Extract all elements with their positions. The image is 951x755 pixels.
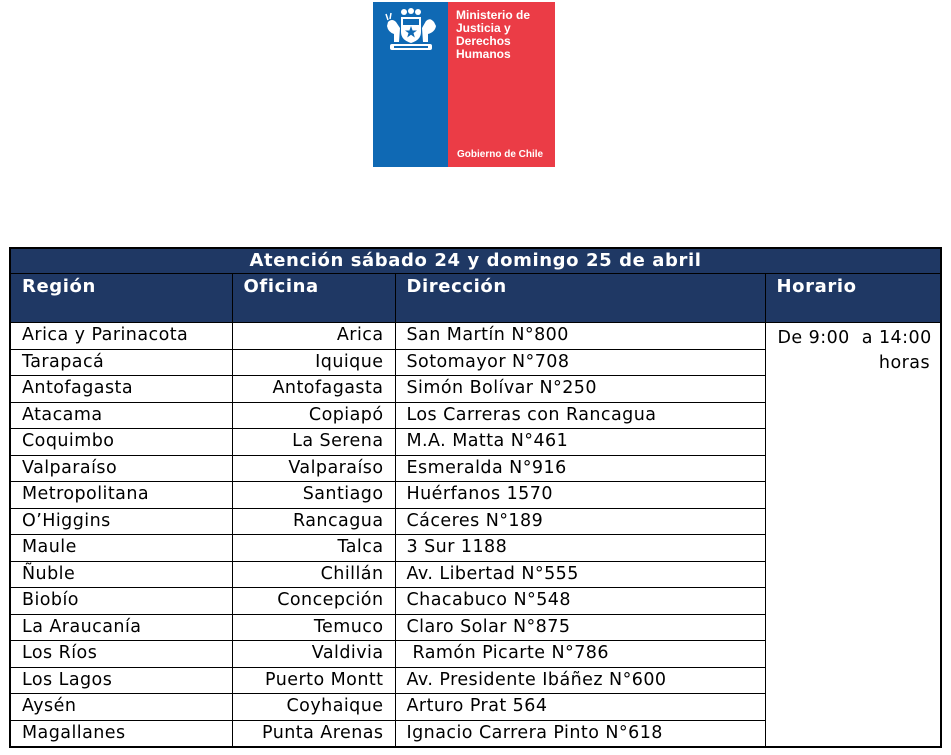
table-title: Atención sábado 24 y domingo 25 de abril	[10, 248, 941, 274]
cell-office: La Serena	[232, 429, 395, 456]
cell-region: Los Lagos	[10, 667, 232, 694]
cell-address: Cáceres N°189	[395, 508, 765, 535]
cell-region: Coquimbo	[10, 429, 232, 456]
cell-office: Valparaíso	[232, 455, 395, 482]
header-hours: Horario	[765, 274, 941, 323]
cell-address: Av. Presidente Ibáñez N°600	[395, 667, 765, 694]
cell-office: Santiago	[232, 482, 395, 509]
cell-region: Valparaíso	[10, 455, 232, 482]
header-region: Región	[10, 274, 232, 323]
ministry-logo	[373, 2, 555, 167]
header-office: Oficina	[232, 274, 395, 323]
cell-address: Huérfanos 1570	[395, 482, 765, 509]
cell-address: San Martín N°800	[395, 323, 765, 350]
ministry-name: Ministerio de Justicia y Derechos Humanos	[456, 8, 531, 61]
cell-address: M.A. Matta N°461	[395, 429, 765, 456]
cell-region: La Araucanía	[10, 614, 232, 641]
cell-office: Antofagasta	[232, 376, 395, 403]
table-body	[10, 323, 941, 748]
cell-address: Arturo Prat 564	[395, 694, 765, 721]
cell-region: Magallanes	[10, 720, 232, 747]
cell-address: Av. Libertad N°555	[395, 561, 765, 588]
cell-address: Ramón Picarte N°786	[395, 641, 765, 668]
cell-office: Concepción	[232, 588, 395, 615]
header-address: Dirección	[395, 274, 765, 323]
cell-office: Iquique	[232, 349, 395, 376]
cell-region: Maule	[10, 535, 232, 562]
cell-office: Arica	[232, 323, 395, 350]
government-label: Gobierno de Chile	[457, 149, 544, 160]
logo-red-panel	[448, 2, 555, 167]
cell-address: Claro Solar N°875	[395, 614, 765, 641]
cell-address: Chacabuco N°548	[395, 588, 765, 615]
cell-office: Coyhaique	[232, 694, 395, 721]
logo-blue-panel	[373, 2, 448, 167]
cell-address: Los Carreras con Rancagua	[395, 402, 765, 429]
table-row	[10, 323, 941, 350]
cell-region: O’Higgins	[10, 508, 232, 535]
cell-region: Arica y Parinacota	[10, 323, 232, 350]
cell-region: Metropolitana	[10, 482, 232, 509]
cell-address: Esmeralda N°916	[395, 455, 765, 482]
cell-address: 3 Sur 1188	[395, 535, 765, 562]
cell-office: Copiapó	[232, 402, 395, 429]
cell-region: Ñuble	[10, 561, 232, 588]
office-schedule-table	[9, 247, 942, 748]
cell-address: Ignacio Carrera Pinto N°618	[395, 720, 765, 747]
hours-text: De 9:00 a 14:00	[777, 328, 932, 348]
cell-region: Biobío	[10, 588, 232, 615]
cell-hours	[765, 323, 941, 748]
cell-address: Simón Bolívar N°250	[395, 376, 765, 403]
cell-office: Punta Arenas	[232, 720, 395, 747]
cell-address: Sotomayor N°708	[395, 349, 765, 376]
cell-office: Rancagua	[232, 508, 395, 535]
cell-office: Temuco	[232, 614, 395, 641]
cell-region: Atacama	[10, 402, 232, 429]
cell-office: Puerto Montt	[232, 667, 395, 694]
cell-region: Aysén	[10, 694, 232, 721]
cell-region: Los Ríos	[10, 641, 232, 668]
cell-region: Antofagasta	[10, 376, 232, 403]
cell-office: Talca	[232, 535, 395, 562]
cell-office: Valdivia	[232, 641, 395, 668]
cell-region: Tarapacá	[10, 349, 232, 376]
chile-coat-of-arms-icon	[382, 8, 440, 54]
hours-unit: horas	[878, 353, 931, 373]
cell-office: Chillán	[232, 561, 395, 588]
